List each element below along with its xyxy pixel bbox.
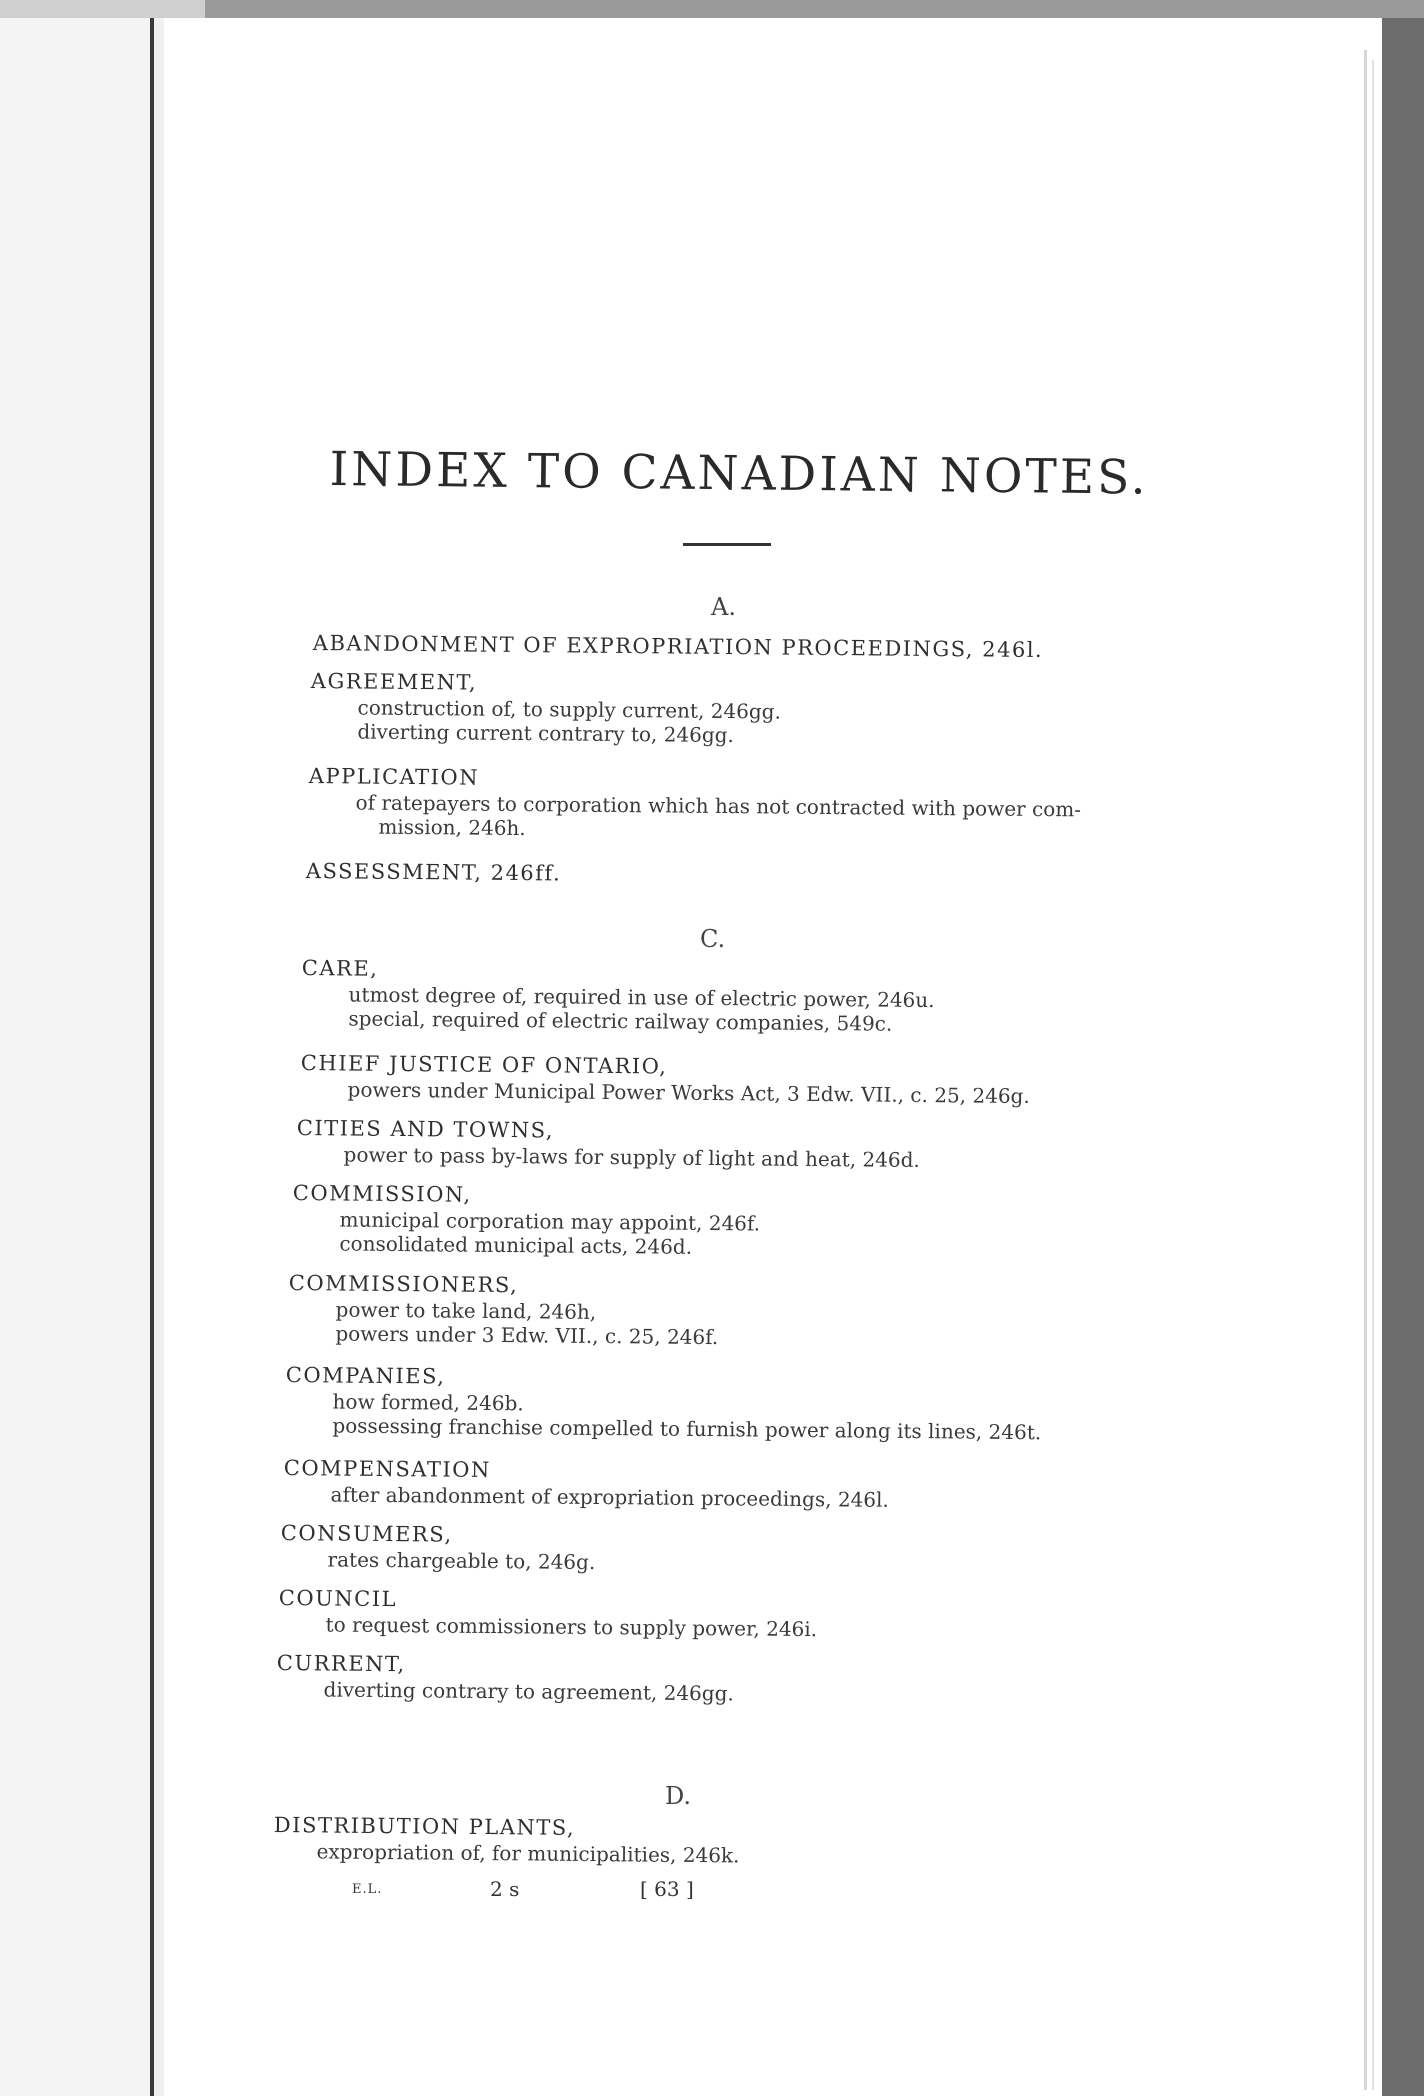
book-cover-edge (1382, 18, 1424, 2096)
entry-subitem: of ratepayers to corporation which has not contracted with power com- (355, 790, 1082, 822)
entry-subitem: after abandonment of expropriation proceedings, 246l. (330, 1482, 889, 1512)
entry-heading: CITIES AND TOWNS, (296, 1116, 555, 1143)
entry-heading: COMMISSION, (292, 1181, 472, 1207)
page-edge (1372, 60, 1374, 2090)
index-entry (281, 1520, 596, 1574)
title-rule (683, 543, 771, 546)
index-entry (285, 1362, 1041, 1444)
page-gutter (150, 18, 154, 2096)
entry-subitem: consolidated municipal acts, 246d. (339, 1231, 693, 1259)
scan-top-edge-light (0, 0, 205, 18)
entry-heading: APPLICATION (308, 763, 480, 790)
page-number: [ 63 ] (640, 1877, 694, 1901)
page-title: INDEX TO CANADIAN NOTES. (329, 442, 1149, 506)
entry-heading: CONSUMERS, (280, 1521, 453, 1547)
entry-subitem: power to take land, 246h, (335, 1297, 597, 1324)
entry-heading: COMMISSIONERS, (288, 1271, 519, 1298)
index-entry (284, 1455, 890, 1512)
entry-subitem: powers under 3 Edw. VII., c. 25, 246f. (335, 1321, 719, 1350)
entry-heading: COUNCIL (278, 1586, 398, 1612)
index-entry (297, 1115, 921, 1172)
section-letter-a: A. (711, 593, 736, 621)
entry-subitem: to request commissioners to supply power, 246i. (325, 1612, 818, 1642)
entry-subitem: utmost degree of, required in use of electric power, 246u. (348, 982, 935, 1013)
entry-subitem: power to pass by-laws for supply of light and heat, 246d. (343, 1142, 920, 1172)
entry-heading: CARE, (301, 955, 379, 981)
entry-subitem: special, required of electric railway companies, 549c. (348, 1006, 893, 1036)
scan-top-edge (0, 0, 1424, 18)
index-entry (292, 1180, 760, 1259)
entry-heading: COMPENSATION (283, 1456, 491, 1482)
index-entry (306, 858, 562, 887)
page-edge (1364, 50, 1367, 2090)
section-letter-d: D. (665, 1782, 692, 1810)
entry-subitem: rates chargeable to, 246g. (327, 1547, 596, 1575)
signature-mark: 2 s (490, 1877, 520, 1901)
index-entry (301, 955, 935, 1036)
entry-heading: ABANDONMENT OF EXPROPRIATION PROCEEDINGS, 246l. (312, 630, 1044, 663)
index-entry (277, 1650, 735, 1705)
index-entry (279, 1585, 818, 1641)
entry-heading: CURRENT, (276, 1651, 406, 1677)
index-entry (301, 1050, 1031, 1108)
section-letter-c: C. (700, 925, 726, 953)
facing-page (0, 18, 150, 2096)
entry-heading: DISTRIBUTION PLANTS, (273, 1813, 576, 1840)
entry-subitem: possessing franchise compelled to furnish power along its lines, 246t. (332, 1413, 1042, 1445)
entry-subitem: expropriation of, for municipalities, 246k. (316, 1839, 740, 1868)
entry-heading: ASSESSMENT, 246ff. (305, 858, 562, 886)
entry-heading: AGREEMENT, (310, 668, 478, 695)
index-entry (310, 668, 781, 748)
index-entry (274, 1812, 740, 1867)
index-entry (308, 763, 1081, 845)
entry-subitem: how formed, 246b. (332, 1389, 524, 1416)
entry-heading: CHIEF JUSTICE OF ONTARIO, (300, 1051, 668, 1079)
entry-subitem: municipal corporation may appoint, 246f. (339, 1207, 761, 1236)
entry-subitem: diverting current contrary to, 246gg. (357, 719, 734, 748)
entry-subitem-continued: mission, 246h. (378, 814, 526, 841)
entry-subitem: construction of, to supply current, 246gg. (357, 695, 782, 724)
entry-subitem: powers under Municipal Power Works Act, 3 Edw. VII., c. 25, 246g. (347, 1077, 1030, 1108)
entry-heading: COMPANIES, (285, 1363, 446, 1389)
printer-signature: E.L. (352, 1882, 383, 1897)
entry-subitem: diverting contrary to agreement, 246gg. (323, 1677, 734, 1706)
index-entry (288, 1270, 719, 1349)
